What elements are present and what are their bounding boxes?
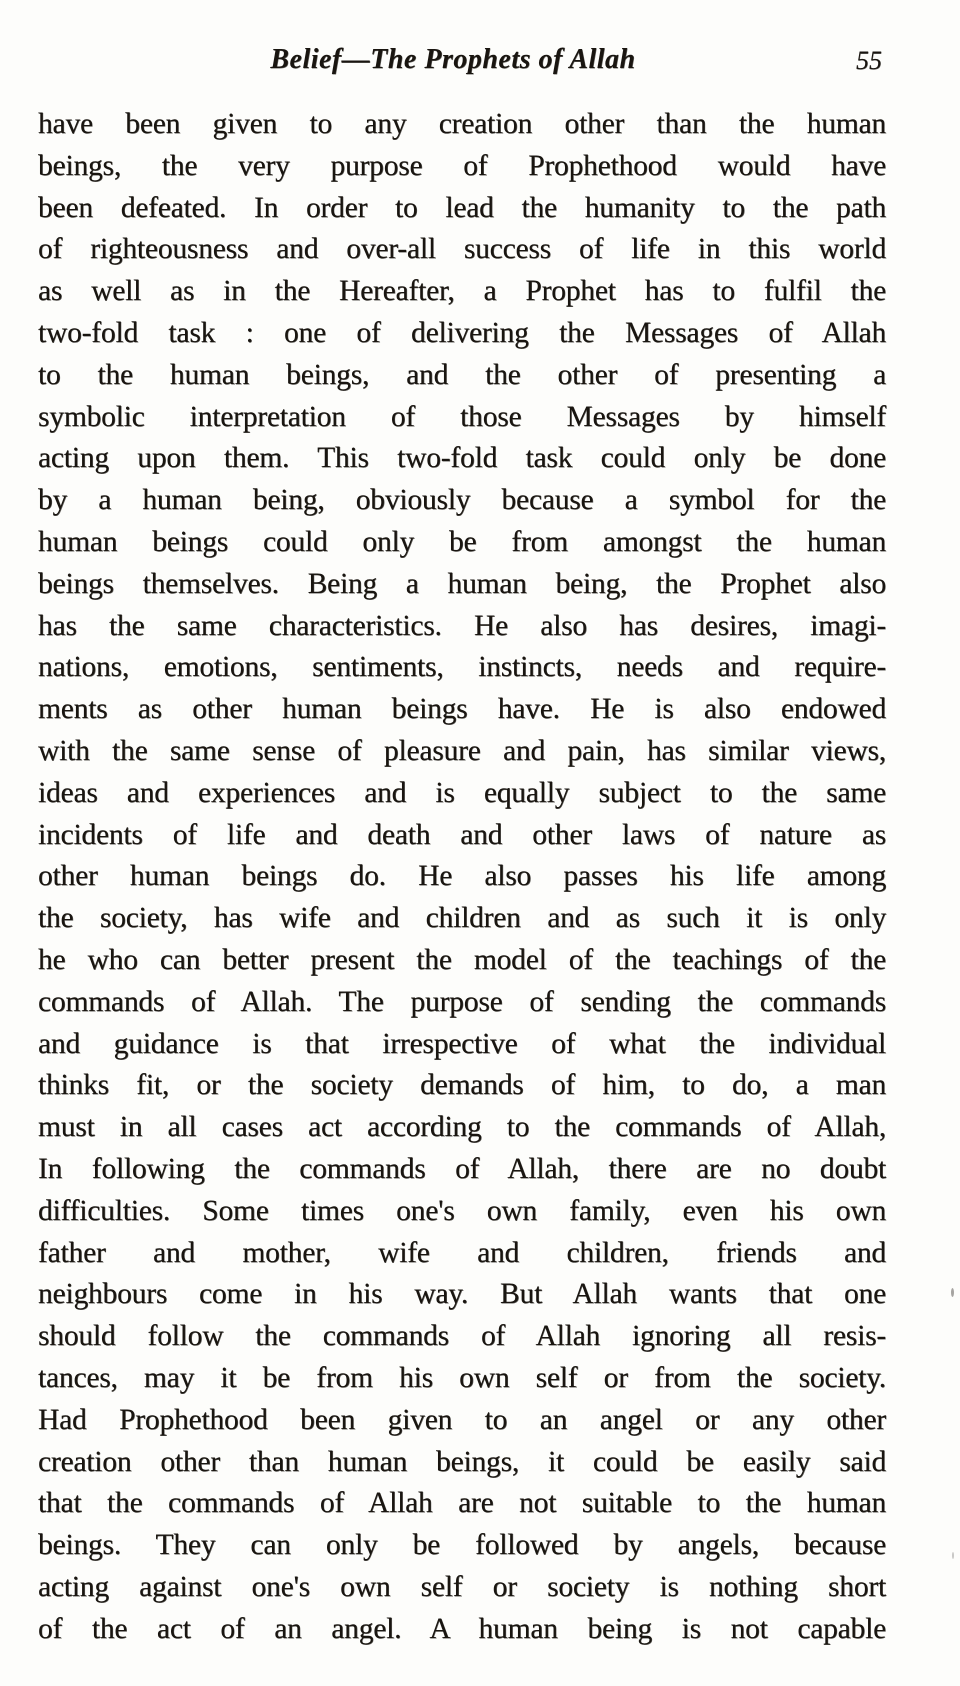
running-title: Belief—The Prophets of Allah [270,44,636,75]
text-line: by a human being, obviously because a symbol for the [38,484,886,517]
text-line: has the same characteristics. He also has desires, imagi- [38,609,886,642]
text-line: difficulties. Some times one's own family, even his own [38,1194,886,1227]
text-line: with the same sense of pleasure and pain, has similar views, [38,734,886,767]
scan-speck [951,1288,954,1297]
text-line: other human beings do. He also passes his life among [38,860,886,893]
text-line: beings, the very purpose of Prophethood would have [38,149,886,182]
text-line: thinks fit, or the society demands of him, to do, a man [38,1069,886,1102]
text-line: should follow the commands of Allah ignoring all resis- [38,1320,886,1353]
text-line: to the human beings, and the other of presenting a [38,358,886,391]
text-line: neighbours come in his way. But Allah wants that one [38,1278,886,1311]
text-line: tances, may it be from his own self or from the society. [38,1361,886,1394]
text-line: symbolic interpretation of those Messages by himself [38,400,886,433]
text-line: of righteousness and over-all success of life in this world [38,233,886,266]
text-line: the society, has wife and children and as such it is only [38,902,886,935]
text-line: father and mother, wife and children, friends and [38,1236,886,1269]
text-line: acting upon them. This two-fold task could only be done [38,442,886,475]
text-line: Had Prophethood been given to an angel or any other [38,1403,886,1436]
text-line: must in all cases act according to the commands of Allah, [38,1111,886,1144]
text-line: beings themselves. Being a human being, the Prophet also [38,567,886,600]
text-line: acting against one's own self or society is nothing short [38,1570,886,1603]
text-line: two-fold task : one of delivering the Messages of Allah [38,316,886,349]
text-line: In following the commands of Allah, there are no doubt [38,1152,886,1185]
page-number: 55 [856,46,882,75]
text-line: been defeated. In order to lead the humanity to the path [38,191,886,224]
text-line: incidents of life and death and other laws of nature as [38,818,886,851]
scan-speck [952,1552,954,1559]
page-header [0,44,960,84]
text-line: that the commands of Allah are not suitable to the human [38,1487,886,1520]
text-line: ideas and experiences and is equally subject to the same [38,776,886,809]
text-line: as well as in the Hereafter, a Prophet has to fulfil the [38,275,886,308]
text-line: commands of Allah. The purpose of sending the commands [38,985,886,1018]
text-line: beings. They can only be followed by angels, because [38,1529,886,1562]
text-line: nations, emotions, sentiments, instincts, needs and require- [38,651,886,684]
text-line: ments as other human beings have. He is also endowed [38,693,886,726]
text-line: and guidance is that irrespective of what the individual [38,1027,886,1060]
text-line: he who can better present the model of the teachings of the [38,943,886,976]
text-line: human beings could only be from amongst the human [38,525,886,558]
body-text [38,104,886,1650]
text-line: of the act of an angel. A human being is not capable [38,1612,886,1645]
text-line: have been given to any creation other than the human [38,108,886,140]
text-line: creation other than human beings, it could be easily said [38,1445,886,1478]
